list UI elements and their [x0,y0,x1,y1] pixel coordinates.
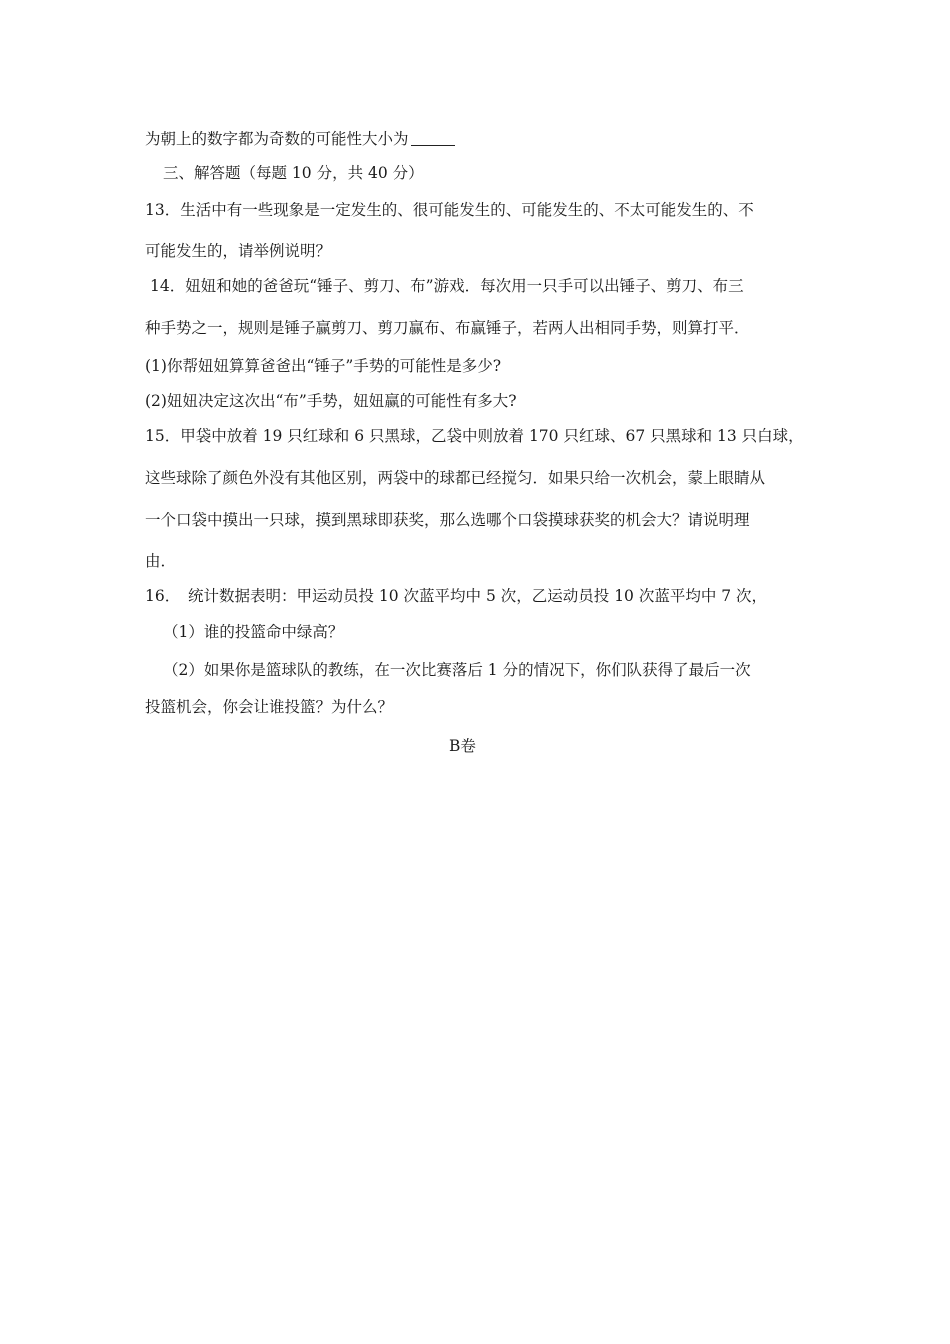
q16-part2-line2: 投篮机会，你会让谁投篮？为什么？ [145,698,394,716]
q13-line2: 可能发生的，请举例说明？ [145,242,332,260]
answer-blank[interactable] [411,129,455,146]
q12-tail-text: 为朝上的数字都为奇数的可能性大小为 [145,130,409,148]
q14-part2: (2)妞妞决定这次出“布”手势，妞妞赢的可能性有多大? [145,392,517,410]
q16-line1: 16． 统计数据表明：甲运动员投 10 次蓝平均中 5 次，乙运动员投 10 次蓝平均中 7 次， [145,587,768,605]
q14-line2: 种手势之一，规则是锤子赢剪刀、剪刀赢布、布赢锤子，若两人出相同手势，则算打平． [145,319,750,337]
q12-tail-line [145,128,455,150]
q15-line4: 由． [145,552,177,570]
section3-heading: 三、解答题（每题 10 分，共 40 分） [163,164,424,182]
q13-line1: 13．生活中有一些现象是一定发生的、很可能发生的、可能发生的、不太可能发生的、不 [145,201,754,219]
q15-line2: 这些球除了颜色外没有其他区别，两袋中的球都已经搅匀．如果只给一次机会，蒙上眼睛从 [145,469,766,487]
q14-line1: 14．妞妞和她的爸爸玩“锤子、剪刀、布”游戏．每次用一只手可以出锤子、剪刀、布三 [150,277,744,295]
q15-line3: 一个口袋中摸出一只球，摸到黑球即获奖，那么选哪个口袋摸球获奖的机会大？请说明理 [145,511,750,529]
q16-part2-line1: （2）如果你是篮球队的教练，在一次比赛落后 1 分的情况下，你们队获得了最后一次 [163,661,751,679]
section-b-title: B卷 [449,737,476,755]
q14-part1: (1)你帮妞妞算算爸爸出“锤子”手势的可能性是多少? [145,357,502,375]
q16-part1: （1）谁的投篮命中绿高？ [163,623,344,641]
q15-line1: 15．甲袋中放着 19 只红球和 6 只黑球，乙袋中则放着 170 只红球、67 只黑球和 13 只白球， [145,427,804,445]
